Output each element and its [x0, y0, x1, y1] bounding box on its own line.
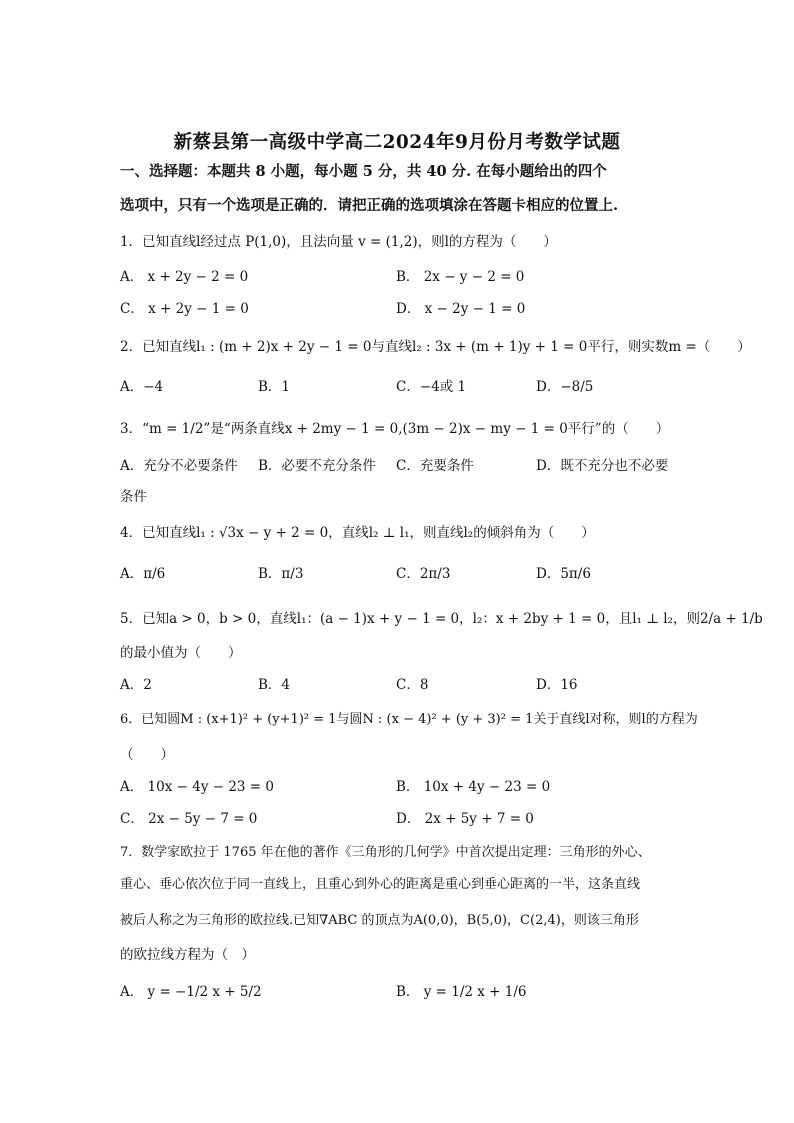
question-3-option-a: A．充分不必要条件: [120, 458, 238, 474]
question-5-option-c: C．8: [396, 677, 429, 693]
question-4-option-d: D．5π/6: [536, 566, 591, 582]
question-4-option-c: C．2π/3: [396, 566, 451, 582]
page-title: 新蔡县第一高级中学高二2024年9月份月考数学试题: [173, 132, 621, 153]
section-heading-line2: 选项中，只有一个选项是正确的．请把正确的选项填涂在答题卡相应的位置上.: [120, 197, 619, 214]
question-3-stem: 3．“m = 1/2”是“两条直线x + 2my − 1 = 0,(3m − 2)x − my − 1 = 0平行”的（ ）: [120, 421, 670, 437]
question-3-option-d-wrap: 条件: [120, 489, 147, 505]
question-3-option-b: B．必要不充分条件: [258, 458, 376, 474]
question-7-stem-line1: 7．数学家欧拉于 1765 年在他的著作《三角形的几何学》中首次提出定理：三角形的外心、: [120, 845, 651, 860]
question-2-option-c: C．−4或 1: [396, 379, 467, 395]
question-6-option-d: D． 2x + 5y + 7 = 0: [396, 811, 534, 827]
question-6-stem: 6．已知圆M : (x+1)² + (y+1)² = 1与圆N : (x − 4)² + (y + 3)² = 1关于直线l对称，则l的方程为: [120, 712, 698, 727]
question-2-option-a: A．−4: [120, 379, 164, 395]
question-5-option-a: A．2: [120, 677, 152, 693]
question-4-stem: 4．已知直线l₁ : √3x − y + 2 = 0，直线l₂ ⊥ l₁，则直线l₂的倾斜角为（ ）: [120, 525, 595, 541]
question-1-option-a: A． x + 2y − 2 = 0: [120, 269, 249, 285]
question-5-option-d: D．16: [536, 677, 578, 693]
section-heading-line1: 一、选择题：本题共 8 小题，每小题 5 分，共 40 分. 在每小题给出的四个: [120, 163, 607, 180]
question-7-option-a: A． y = −1/2 x + 5/2: [120, 984, 262, 1000]
question-7-stem-line2: 重心、垂心依次位于同一直线上，且重心到外心的距离是重心到垂心距离的一半，这条直线: [120, 877, 641, 892]
question-6-option-a: A． 10x − 4y − 23 = 0: [120, 779, 274, 795]
question-1-stem: 1．已知直线l经过点 P(1,0)，且法向量 v = (1,2)，则l的方程为（ ）: [120, 234, 557, 250]
question-2-option-d: D．−8/5: [536, 379, 594, 395]
question-5-option-b: B．4: [258, 677, 291, 693]
question-6-option-b: B． 10x + 4y − 23 = 0: [396, 779, 551, 795]
question-2-stem: 2．已知直线l₁ : (m + 2)x + 2y − 1 = 0与直线l₂ : 3x + (m + 1)y + 1 = 0平行，则实数m =（ ）: [120, 339, 751, 355]
question-2-option-b: B．1: [258, 379, 291, 395]
question-7-stem-line4: 的欧拉线方程为（ ）: [120, 947, 255, 963]
question-3-option-d: D．既不充分也不必要: [536, 458, 669, 474]
question-7-option-b: B． y = 1/2 x + 1/6: [396, 984, 527, 1000]
question-3-option-c: C．充要条件: [396, 458, 474, 474]
question-4-option-b: B．π/3: [258, 566, 304, 582]
question-1-option-d: D． x − 2y − 1 = 0: [396, 301, 526, 317]
question-6-option-c: C． 2x − 5y − 7 = 0: [120, 811, 258, 827]
question-7-stem-line3: 被后人称之为三角形的欧拉线.已知∇ABC 的顶点为A(0,0)，B(5,0)，C(2,4)，则该三角形: [120, 913, 639, 928]
question-5-stem: 5．已知a > 0，b > 0，直线l₁：(a − 1)x + y − 1 = 0，l₂：x + 2by + 1 = 0，且l₁ ⊥ l₂，则2/a + 1/b: [120, 611, 763, 627]
question-1-option-b: B． 2x − y − 2 = 0: [396, 269, 525, 285]
question-6-stem-line2: （ ）: [120, 747, 174, 763]
question-4-option-a: A．π/6: [120, 566, 166, 582]
question-1-option-c: C． x + 2y − 1 = 0: [120, 301, 249, 317]
question-5-stem-line2: 的最小值为（ ）: [120, 645, 242, 661]
